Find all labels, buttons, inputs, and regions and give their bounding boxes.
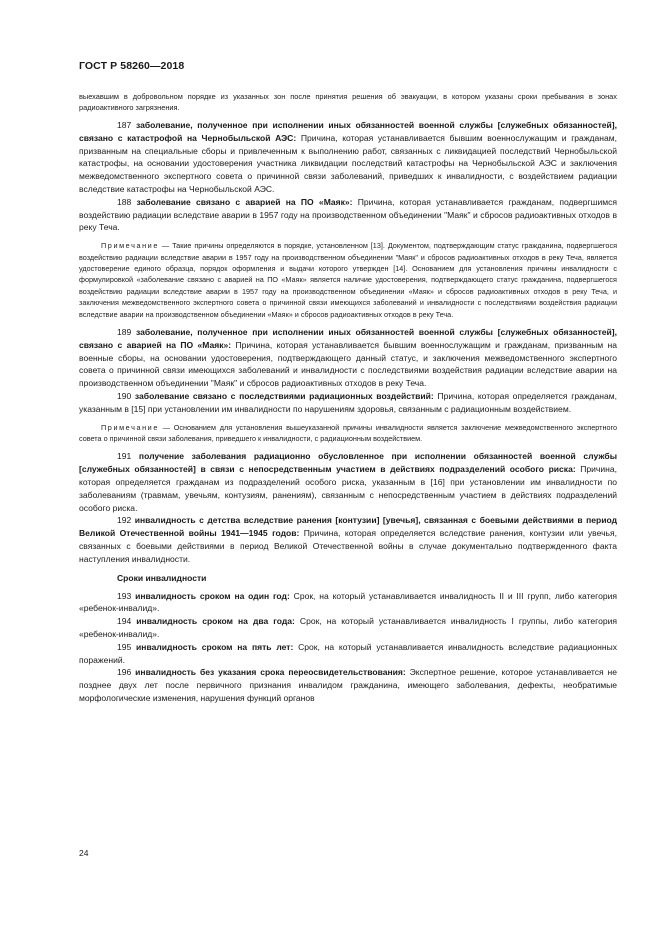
term-number: 188 — [117, 196, 132, 207]
term-194 — [79, 615, 617, 641]
term-number: 190 — [117, 391, 132, 401]
term-title: заболевание, полученное при исполнении иных обязанностей военной службы [служебных обязанностей], связано с аварией на ПО «Маяк»: — [79, 327, 617, 350]
note-text: Такие причины определяются в порядке, установленном [13]. Документом, подтверждающим статус гражданина, подвергшегося воздействию радиации вследствие аварии в 1957 году на производственном объединении "Маяк" и сбросов радиоактивных отходов в реку Теча, является удостоверение единого образца, порядок оформления и выдачи которого утвержден [14]. Основанием для установления причины инвалидности с формулировкой «заболевание связано с аварией на ПО «Маяк» является наличие удостоверения, подтверждающего статус гражданина, подвергшегося воздействию радиации вследствие аварии в 1957 году на производственном объединении «Маяк» и сбросов радиоактивных отходов в реку Теча, и заключения межведомственного экспертного совета о причинной связи имеющихся заболеваний и инвалидности с последствиями воздействия радиации вследствие аварии на производственном объединении «Маяк» и сбросов радиоактивных отходов в реку Теча. — [79, 241, 617, 319]
term-definition: Срок, на который устанавливается инвалидность вследствие радиационных поражений. — [79, 641, 618, 665]
note-label: Примечание — [101, 422, 159, 432]
term-number: 187 — [117, 120, 132, 130]
term-definition: Причина, которая устанавливается бывшим военнослужащим и гражданам, призванным на специальные сборы и привлеченным к выполнению работ, связанных с ликвидацией последствий Чернобыльской катастрофы, на основании удостоверения участника ликвидации последствий катастрофы на Чернобыльской АЭС и заключения межведомственного экспертного совета о причинной связи заболеваний, приведших к инвалидности, с воздействием радиации вследствие катастрофы на Чернобыльской АЭС. — [79, 132, 617, 194]
term-title: получение заболевания радиационно обусловленное при исполнении обязанностей военной службы [служебных обязанностей] в связи с непосредственным участием в действиях подразделений особого риска: — [79, 451, 617, 475]
term-definition: Срок, на который устанавливается инвалидность II и III групп, либо категория «ребенок-инвалид». — [79, 590, 618, 614]
term-title: инвалидность сроком на два года: — [136, 616, 295, 627]
note-label: Примечание — [101, 241, 159, 251]
note-dash: — — [158, 241, 173, 251]
term-192 — [79, 514, 617, 565]
term-title: инвалидность сроком на пять лет: — [136, 641, 294, 652]
note-dash: — — [158, 422, 174, 432]
term-number: 196 — [117, 667, 132, 678]
term-definition: Причина, которая устанавливается гражданам, подвергшимся воздействию радиации вследствие аварии в 1957 году на производственном объединении "Маяк" и сбросов радиоактивных отходов в реку Теча. — [79, 196, 618, 233]
note-text: Основанием для установления вышеуказанной причины инвалидности является заключение межведомственного экспертного совета о причинной связи заболевания, приведшего к инвалидности, с радиационным воздействием. — [79, 422, 618, 443]
term-188 — [79, 196, 617, 234]
term-title: заболевание связано с последствиями радиационных воздействий: — [134, 391, 434, 401]
note-1 — [79, 240, 617, 320]
term-title: инвалидность с детства вследствие ранения [контузии] [увечья], связанная с боевыми действиями в период Великой Отечественной войны 1941—1945 годов: — [79, 515, 618, 539]
term-190 — [79, 390, 617, 416]
term-title: заболевание, полученное при исполнении иных обязанностей военной службы [служебных обязанностей], связано с катастрофой на Чернобыльской АЭС: — [79, 120, 617, 143]
term-title: инвалидность сроком на один год: — [135, 590, 290, 601]
term-definition: Причина, которая определяется вследствие ранения, контузии или увечья, связанных с боевыми действиями в период Великой Отечественной войны в случае документально подтвержденного факта наступления инвалидности. — [79, 528, 617, 564]
term-187 — [79, 119, 617, 196]
term-title: заболевание связано с аварией на ПО «Маяк»: — [136, 196, 353, 207]
term-number: 194 — [117, 616, 132, 627]
term-definition: Причина, которая устанавливается бывшим военнослужащим и гражданам, призванным на военные сборы, на основании удостоверения, подтверждающего данный статус, и заключения межведомственного экспертного совета о причинной связи имеющихся заболеваний и инвалидности с последствиями воздействия радиации вследствие аварии на производственном объединении "Маяк" и сбросов радиоактивных отходов в реку Теча. — [79, 339, 618, 389]
term-195 — [79, 641, 617, 667]
term-number: 189 — [117, 327, 132, 338]
term-definition: Экспертное решение, которое устанавливается не позднее двух лет после первичного признания инвалидом гражданина, имеющего заболевания, дефекты, необратимые морфологические изменения, нарушения функций органов — [79, 667, 618, 703]
term-191 — [79, 450, 617, 514]
term-definition: Причина, которая определяется гражданам, указанным в [15] при установлении им инвалидности по нарушениям здоровья, связанным с радиационным воздействием. — [79, 391, 618, 414]
term-193 — [79, 590, 617, 616]
term-number: 193 — [117, 590, 132, 601]
term-definition: Причина, которая определяется гражданам из подразделений особого риска, указанным в [16] при установлении им инвалидности по заболеваниям (травмам, увечьям, контузиям, ранениям), связанным с непосредственным участием в действиях подразделений особого риска. — [79, 464, 617, 513]
page-content — [79, 91, 617, 705]
term-number: 195 — [117, 641, 132, 652]
term-title: инвалидность без указания срока переосвидетельствования: — [135, 667, 406, 678]
document-header: ГОСТ Р 58260—2018 — [79, 60, 185, 72]
section-heading: Сроки инвалидности — [117, 572, 207, 583]
lead-paragraph: выехавшим в добровольном порядке из указанных зон после принятия решения об эвакуации, в котором указаны сроки пребывания в зонах радиоактивного загрязнения. — [79, 92, 617, 112]
term-number: 191 — [117, 451, 132, 462]
term-189 — [79, 326, 617, 390]
term-definition: Срок, на который устанавливается инвалидность I группы, либо категория «ребенок-инвалид». — [79, 616, 618, 639]
note-2 — [79, 422, 617, 445]
term-196 — [79, 666, 617, 704]
term-number: 192 — [117, 515, 132, 526]
page-number: 24 — [79, 848, 89, 858]
